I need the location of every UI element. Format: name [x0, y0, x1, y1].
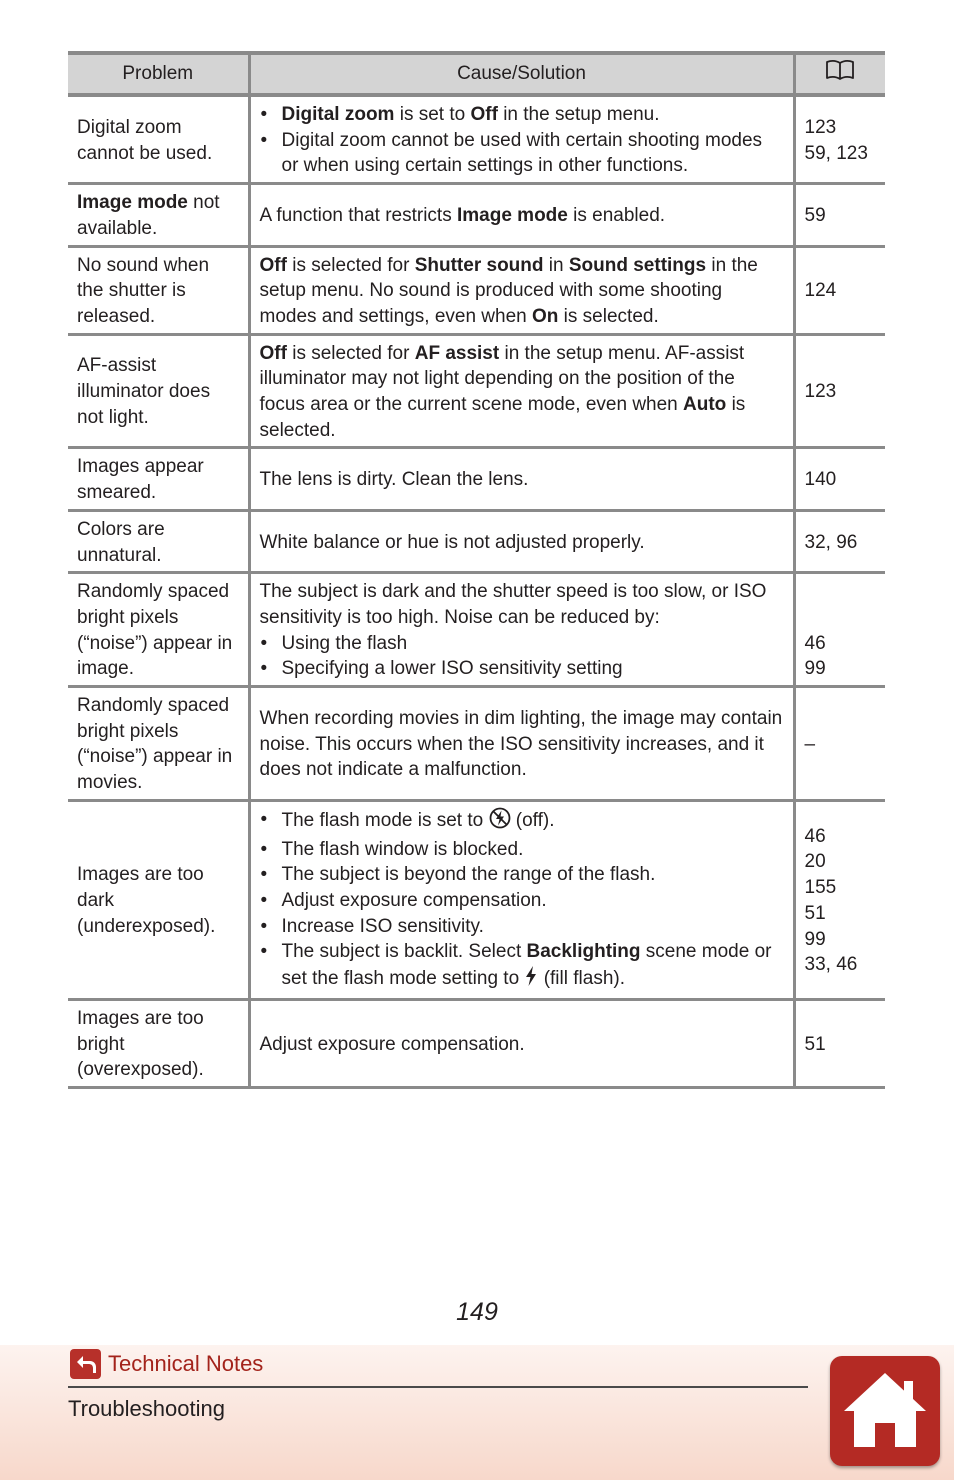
page-reference-cell: [794, 246, 885, 334]
cause-bullet-list: [260, 807, 784, 995]
cause-solution-cell: [249, 448, 794, 510]
page-reference-cell: [794, 95, 885, 184]
bold-term: AF assist: [414, 342, 500, 364]
text-run: is enabled.: [567, 204, 666, 226]
book-icon: [825, 59, 855, 89]
list-item: [260, 656, 784, 682]
text-run: When recording movies in dim lighting, the image may contain noise. This occurs when the ISO sensitivity increases, and it does not indicate a malfunction.: [259, 707, 783, 781]
bold-term: Image mode: [456, 204, 568, 226]
list-item: [260, 837, 784, 863]
page-reference[interactable]: 99: [804, 658, 826, 680]
cause-intro: The subject is dark and the shutter speed is too slow, or ISO sensitivity is too high. Noise can be reduced by:: [259, 581, 767, 628]
cause-solution-cell: [249, 510, 794, 572]
text-run: (off).: [510, 809, 555, 831]
problem-term: Image mode: [77, 192, 188, 214]
problem-text: not available.: [77, 192, 220, 239]
fill-flash-icon: [524, 965, 538, 995]
text-run: is selected for: [286, 342, 415, 364]
text-run: (fill flash).: [538, 968, 625, 990]
problem-cell: Images appear smeared.: [68, 448, 249, 510]
table-row: [68, 800, 885, 999]
table-row: [68, 184, 885, 246]
cause-text: [260, 530, 784, 556]
table-row: [68, 334, 885, 448]
cause-text: [260, 1032, 784, 1058]
text-run: in the setup menu.: [497, 104, 660, 125]
page-reference[interactable]: 51: [804, 1033, 826, 1055]
bold-term: Off: [259, 254, 287, 276]
list-item: [260, 939, 784, 994]
cause-text: [260, 253, 784, 330]
bold-term: Backlighting: [526, 941, 641, 963]
bold-term: Off: [470, 104, 498, 125]
problem-cell: Randomly spaced bright pixels (“noise”) appear in image.: [68, 573, 249, 687]
bold-term: Shutter sound: [414, 254, 544, 276]
page-reference[interactable]: 33, 46: [804, 954, 858, 976]
page-reference[interactable]: 59: [804, 204, 826, 226]
text-run: Adjust exposure compensation.: [259, 1033, 525, 1055]
text-run: A function that restricts: [259, 204, 457, 226]
cause-text: [260, 203, 784, 229]
page-reference[interactable]: 140: [804, 469, 837, 491]
text-run: in: [543, 254, 569, 276]
text-run: White balance or hue is not adjusted properly.: [259, 531, 645, 553]
page-number: 149: [456, 1298, 498, 1326]
page-reference-cell: [794, 334, 885, 448]
text-run: scene mode or set the flash mode setting to: [281, 941, 772, 990]
page-reference[interactable]: 46: [804, 825, 826, 847]
footer-divider: [68, 1386, 808, 1388]
page-reference-cell: [794, 448, 885, 510]
text-run: The lens is dirty. Clean the lens.: [259, 469, 529, 491]
bold-term: Auto: [683, 394, 727, 416]
page-reference[interactable]: 20: [804, 851, 826, 873]
text-run: The flash window is blocked.: [281, 838, 524, 860]
text-run: Using the flash: [281, 632, 408, 654]
text-run: in the setup menu. AF-assist illuminator may not light depending on the position of the focus area or the current scene mode, even when: [259, 342, 745, 416]
troubleshooting-table: [68, 51, 885, 1089]
problem-cell: Images are too dark (underexposed).: [68, 800, 249, 999]
table-row: [68, 510, 885, 572]
page-reference[interactable]: 155: [804, 877, 837, 899]
page-reference[interactable]: 51: [804, 902, 826, 924]
cause-bullet-list: [260, 631, 784, 682]
page-reference-cell: [794, 573, 885, 687]
problem-cell: AF-assist illuminator does not light.: [68, 334, 249, 448]
table-header-row: [68, 53, 885, 95]
problem-cell: No sound when the shutter is released.: [68, 246, 249, 334]
troubleshooting-table-container: [68, 51, 885, 1089]
list-item: [260, 102, 784, 128]
text-run: is selected for: [286, 254, 415, 276]
bold-term: On: [532, 305, 559, 327]
list-item: [260, 888, 784, 914]
list-item: [260, 914, 784, 940]
list-item: [260, 807, 784, 837]
cause-solution-cell: [249, 334, 794, 448]
text-run: Adjust exposure compensation.: [281, 889, 547, 911]
page-reference-cell: [794, 800, 885, 999]
page-reference-cell: [794, 687, 885, 801]
table-row: [68, 573, 885, 687]
page-reference[interactable]: 124: [804, 280, 837, 302]
text-run: is selected.: [259, 394, 746, 441]
section-label[interactable]: Technical Notes: [108, 1351, 264, 1376]
problem-cell: Digital zoom cannot be used.: [68, 95, 249, 184]
page-reference[interactable]: –: [804, 733, 816, 755]
flash-off-icon: [489, 807, 511, 837]
page-reference[interactable]: 99: [804, 928, 826, 950]
cause-text: [260, 706, 784, 783]
cause-solution-cell: [249, 999, 794, 1087]
list-item: [260, 128, 784, 179]
page-reference[interactable]: 59, 123: [804, 142, 868, 164]
text-run: is set to: [394, 104, 471, 125]
problem-cell: Randomly spaced bright pixels (“noise”) appear in movies.: [68, 687, 249, 801]
page-reference-cell: [794, 510, 885, 572]
text-run: Digital zoom cannot be used with certain shooting modes or when using certain settings in other functions.: [281, 129, 763, 177]
text-run: in the setup menu. No sound is produced with some shooting modes and settings, even when: [259, 254, 758, 327]
bold-term: Sound settings: [568, 254, 707, 276]
section-link-technical-notes[interactable]: [70, 1348, 263, 1380]
cause-solution-cell: [249, 573, 794, 687]
text-run: The flash mode is set to: [281, 809, 489, 831]
page-reference-cell: [794, 999, 885, 1087]
text-run: is selected.: [558, 305, 659, 327]
table-row: [68, 687, 885, 801]
table-row: [68, 999, 885, 1087]
problem-cell: Colors are unnatural.: [68, 510, 249, 572]
cause-solution-cell: [249, 95, 794, 184]
bold-term: Digital zoom: [281, 104, 395, 125]
text-run: Specifying a lower ISO sensitivity setting: [281, 658, 623, 680]
text-run: The subject is backlit. Select: [281, 941, 527, 963]
cause-solution-cell: [249, 800, 794, 999]
header-reference: [794, 53, 885, 95]
cause-solution-cell: [249, 687, 794, 801]
table-row: [68, 95, 885, 184]
cause-solution-cell: [249, 184, 794, 246]
return-arrow-icon[interactable]: [70, 1349, 101, 1379]
cause-text: [260, 341, 784, 444]
table-row: [68, 448, 885, 510]
table-row: [68, 246, 885, 334]
page-reference[interactable]: 123: [804, 381, 837, 403]
text-run: The subject is beyond the range of the flash.: [281, 864, 656, 886]
problem-cell: [68, 184, 249, 246]
cause-solution-cell: [249, 246, 794, 334]
page-reference[interactable]: 123: [804, 116, 837, 138]
cause-text: [260, 467, 784, 493]
page-reference[interactable]: 32, 96: [804, 531, 858, 553]
problem-cell: Images are too bright (overexposed).: [68, 999, 249, 1087]
list-item: [260, 631, 784, 657]
list-item: [260, 862, 784, 888]
page-reference[interactable]: 46: [804, 632, 826, 654]
text-run: Increase ISO sensitivity.: [281, 915, 484, 937]
header-cause-solution: Cause/Solution: [249, 53, 794, 95]
ref-spacer: [805, 579, 877, 605]
page-reference-cell: [794, 184, 885, 246]
subsection-label: Troubleshooting: [68, 1396, 225, 1421]
ref-spacer: [805, 605, 877, 631]
cause-bullet-list: [260, 102, 784, 179]
home-button[interactable]: [830, 1356, 940, 1466]
header-problem: Problem: [68, 53, 249, 95]
home-icon: [840, 1367, 930, 1456]
bold-term: Off: [259, 342, 287, 364]
